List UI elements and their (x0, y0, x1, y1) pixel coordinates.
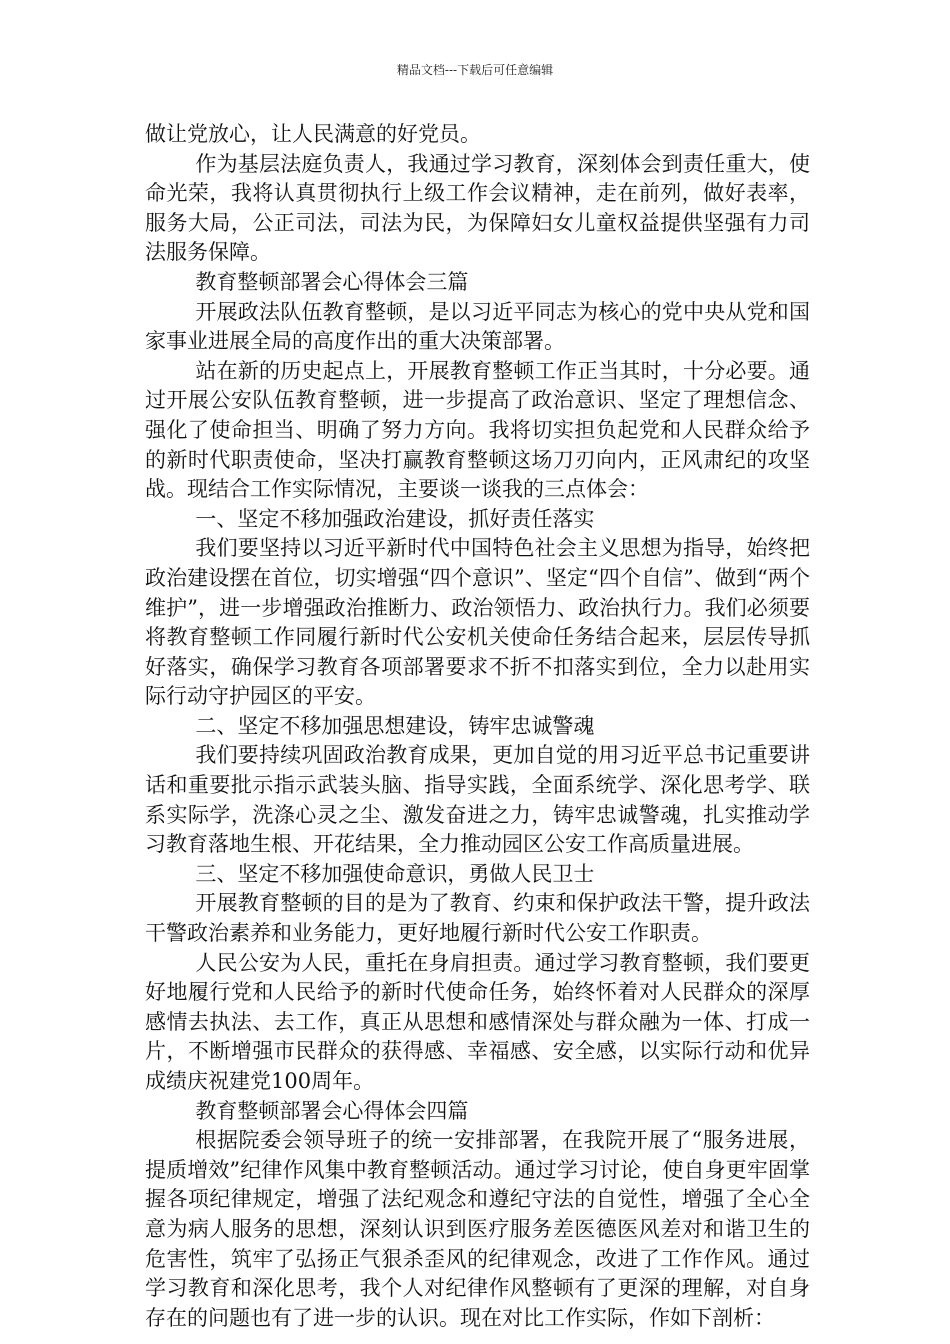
subsection-heading: 二、坚定不移加强思想建设，铸牢忠诚警魂 (195, 713, 595, 738)
paragraph: 作为基层法庭负责人，我通过学习教育，深刻体会到责任重大，使命光荣，我将认真贯彻执行上级工作会议精神，走在前列，做好表率，服务大局，公正司法，司法为民，为保障妇女儿童权益提供坚强有力司法服务保障。 (145, 151, 810, 265)
paragraph: 站在新的历史起点上，开展教育整顿工作正当其时，十分必要。通过开展公安队伍教育整顿，进一步提高了政治意识、坚定了理想信念、强化了使命担当、明确了努力方向。我将切实担负起党和人民群众给予的新时代职责使命，坚决打赢教育整顿这场刀刃向内，正风肃纪的攻坚战。现结合工作实际情况，主要谈一谈我的三点体会： (145, 358, 810, 502)
paragraph-continuation: 做让党放心，让人民满意的好党员。 (145, 122, 481, 146)
subsection-heading: 三、坚定不移加强使命意识，勇做人民卫士 (195, 861, 595, 886)
section-title: 教育整顿部署会心得体会四篇 (195, 1098, 469, 1123)
paragraph: 我们要持续巩固政治教育成果，更加自觉的用习近平总书记重要讲话和重要批示指示武装头脑、指导实践，全面系统学、深化思考学、联系实际学，洗涤心灵之尘、激发奋进之力，铸牢忠诚警魂，扎实推动学习教育落地生根、开花结果，全力推动园区公安工作高质量进展。 (145, 743, 810, 857)
paragraph: 开展政法队伍教育整顿，是以习近平同志为核心的党中央从党和国家事业进展全局的高度作出的重大决策部署。 (145, 299, 810, 354)
section-title: 教育整顿部署会心得体会三篇 (195, 269, 469, 294)
page-header: 精品文档---下载后可任意编辑 (396, 63, 554, 77)
paragraph: 我们要坚持以习近平新时代中国特色社会主义思想为指导，始终把政治建设摆在首位，切实增强“四个意识”、坚定“四个自信”、做到“两个维护”，进一步增强政治推断力、政治领悟力、政治执行力。我们必须要将教育整顿工作同履行新时代公安机关使命任务结合起来，层层传导抓好落实，确保学习教育各项部署要求不折不扣落实到位，全力以赴用实际行动守护园区的平安。 (145, 536, 810, 709)
document-body (145, 120, 810, 1333)
subsection-heading: 一、坚定不移加强政治建设，抓好责任落实 (195, 506, 595, 531)
paragraph: 开展教育整顿的目的是为了教育、约束和保护政法干警，提升政法干警政治素养和业务能力，更好地履行新时代公安工作职责。 (145, 891, 810, 946)
paragraph: 人民公安为人民，重托在身肩担责。通过学习教育整顿，我们要更好地履行党和人民给予的新时代使命任务，始终怀着对人民群众的深厚感情去执法、去工作，真正从思想和感情深处与群众融为一体、打成一片，不断增强市民群众的获得感、幸福感、安全感，以实际行动和优异成绩庆祝建党100周年。 (145, 950, 810, 1093)
paragraph: 根据院委会领导班子的统一安排部署，在我院开展了“服务进展，提质增效”纪律作风集中教育整顿活动。通过学习讨论，使自身更牢固掌握各项纪律规定，增强了法纪观念和遵纪守法的自觉性，增强了全心全意为病人服务的思想，深刻认识到医疗服务差医德医风差对和谐卫生的危害性，筑牢了弘扬正气狠杀歪风的纪律观念，改进了工作作风。通过学习教育和深化思考，我个人对纪律作风整顿有了更深的理解，对自身存在的问题也有了进一步的认识。现在对比工作实际，作如下剖析： (145, 1128, 810, 1330)
